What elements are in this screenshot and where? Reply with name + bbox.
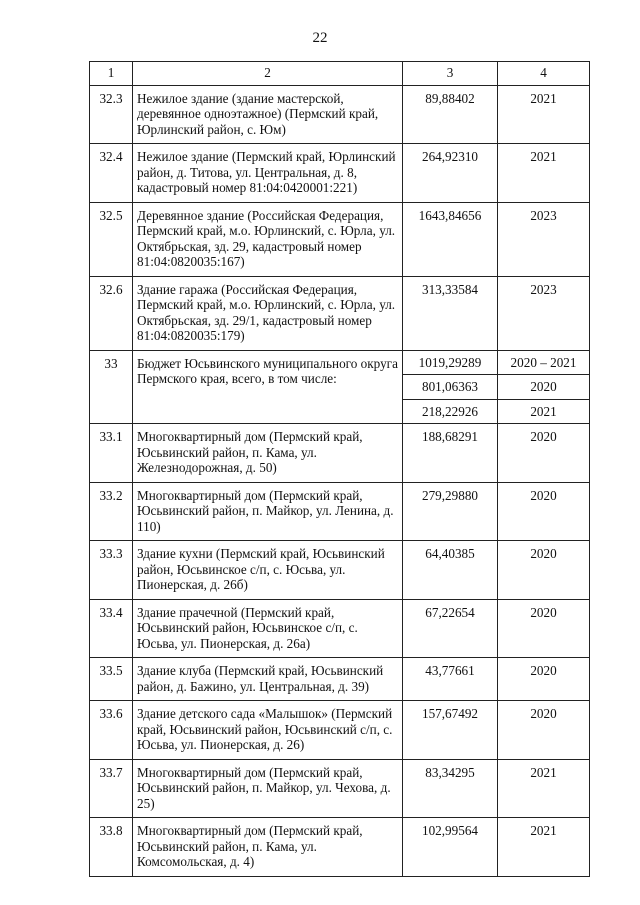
row-number: 33.5 xyxy=(90,658,133,701)
row-number: 33.4 xyxy=(90,599,133,658)
row-value: 801,06363 xyxy=(403,375,498,400)
row-year: 2023 xyxy=(498,202,590,276)
row-description: Здание детского сада «Малышок» (Пермский край, Юсьвинский район, Юсьвинский с/п, с. Юсьва, ул. Пионерская, д. 26) xyxy=(133,701,403,760)
row-number: 33.2 xyxy=(90,482,133,541)
row-description: Многоквартирный дом (Пермский край, Юсьвинский район, п. Майкор, ул. Ленина, д. 110) xyxy=(133,482,403,541)
row-description: Нежилое здание (Пермский край, Юрлинский район, д. Титова, ул. Центральная, д. 8, кадастровый номер 81:04:0420001:221) xyxy=(133,144,403,203)
row-number: 33.8 xyxy=(90,818,133,877)
column-header: 4 xyxy=(498,62,590,86)
row-year: 2020 xyxy=(498,541,590,600)
row-year: 2021 xyxy=(498,144,590,203)
row-year: 2021 xyxy=(498,759,590,818)
row-year: 2023 xyxy=(498,276,590,350)
row-value: 89,88402 xyxy=(403,85,498,144)
row-number: 33.3 xyxy=(90,541,133,600)
row-year: 2020 xyxy=(498,658,590,701)
row-number: 32.6 xyxy=(90,276,133,350)
row-number: 32.5 xyxy=(90,202,133,276)
row-description: Многоквартирный дом (Пермский край, Юсьвинский район, п. Кама, ул. Железнодорожная, д. 50) xyxy=(133,424,403,483)
row-year: 2020 xyxy=(498,599,590,658)
column-header: 2 xyxy=(133,62,403,86)
row-number: 32.4 xyxy=(90,144,133,203)
row-value: 43,77661 xyxy=(403,658,498,701)
row-value: 157,67492 xyxy=(403,701,498,760)
column-header: 1 xyxy=(90,62,133,86)
row-year: 2020 xyxy=(498,701,590,760)
row-number: 33.7 xyxy=(90,759,133,818)
row-year: 2020 – 2021 xyxy=(498,350,590,375)
row-value: 67,22654 xyxy=(403,599,498,658)
row-year: 2021 xyxy=(498,818,590,877)
row-description: Здание гаража (Российская Федерация, Пермский край, м.о. Юрлинский, с. Юрла, ул. Октябрьская, зд. 29/1, кадастровый номер 81:04:0820035:179) xyxy=(133,276,403,350)
row-number: 32.3 xyxy=(90,85,133,144)
row-year: 2020 xyxy=(498,375,590,400)
column-header: 3 xyxy=(403,62,498,86)
row-year: 2021 xyxy=(498,85,590,144)
row-value: 188,68291 xyxy=(403,424,498,483)
row-value: 264,92310 xyxy=(403,144,498,203)
row-description: Бюджет Юсьвинского муниципального округа Пермского края, всего, в том числе: xyxy=(133,350,403,424)
table-row xyxy=(90,144,590,203)
row-value: 1019,29289 xyxy=(403,350,498,375)
table-row xyxy=(90,202,590,276)
table-row xyxy=(90,658,590,701)
table-row xyxy=(90,701,590,760)
row-number: 33.6 xyxy=(90,701,133,760)
table-row xyxy=(90,599,590,658)
row-number: 33 xyxy=(90,350,133,424)
row-value: 279,29880 xyxy=(403,482,498,541)
row-description: Нежилое здание (здание мастерской, деревянное одноэтажное) (Пермский край, Юрлинский район, с. Юм) xyxy=(133,85,403,144)
row-value: 1643,84656 xyxy=(403,202,498,276)
row-value: 102,99564 xyxy=(403,818,498,877)
row-description: Здание прачечной (Пермский край, Юсьвинский район, Юсьвинское с/п, с. Юсьва, ул. Пионерская, д. 26а) xyxy=(133,599,403,658)
row-value: 218,22926 xyxy=(403,399,498,424)
row-value: 83,34295 xyxy=(403,759,498,818)
table-row xyxy=(90,85,590,144)
row-year: 2020 xyxy=(498,482,590,541)
page-number: 22 xyxy=(312,30,328,46)
row-description: Многоквартирный дом (Пермский край, Юсьвинский район, п. Майкор, ул. Чехова, д. 25) xyxy=(133,759,403,818)
row-description: Здание клуба (Пермский край, Юсьвинский район, д. Бажино, ул. Центральная, д. 39) xyxy=(133,658,403,701)
property-table xyxy=(89,61,590,877)
header-row xyxy=(90,62,590,86)
row-year: 2021 xyxy=(498,399,590,424)
table-row xyxy=(90,818,590,877)
table-row-budget xyxy=(90,350,590,375)
row-description: Деревянное здание (Российская Федерация, Пермский край, м.о. Юрлинский, с. Юрла, ул. Октябрьская, зд. 29, кадастровый номер 81:04:0820035:167) xyxy=(133,202,403,276)
row-description: Многоквартирный дом (Пермский край, Юсьвинский район, п. Кама, ул. Комсомольская, д. 4) xyxy=(133,818,403,877)
table-row xyxy=(90,759,590,818)
table-row xyxy=(90,424,590,483)
row-year: 2020 xyxy=(498,424,590,483)
row-number: 33.1 xyxy=(90,424,133,483)
row-value: 64,40385 xyxy=(403,541,498,600)
table-row xyxy=(90,276,590,350)
row-value: 313,33584 xyxy=(403,276,498,350)
row-description: Здание кухни (Пермский край, Юсьвинский район, Юсьвинское с/п, с. Юсьва, ул. Пионерская, д. 26б) xyxy=(133,541,403,600)
table-row xyxy=(90,482,590,541)
table-row xyxy=(90,541,590,600)
